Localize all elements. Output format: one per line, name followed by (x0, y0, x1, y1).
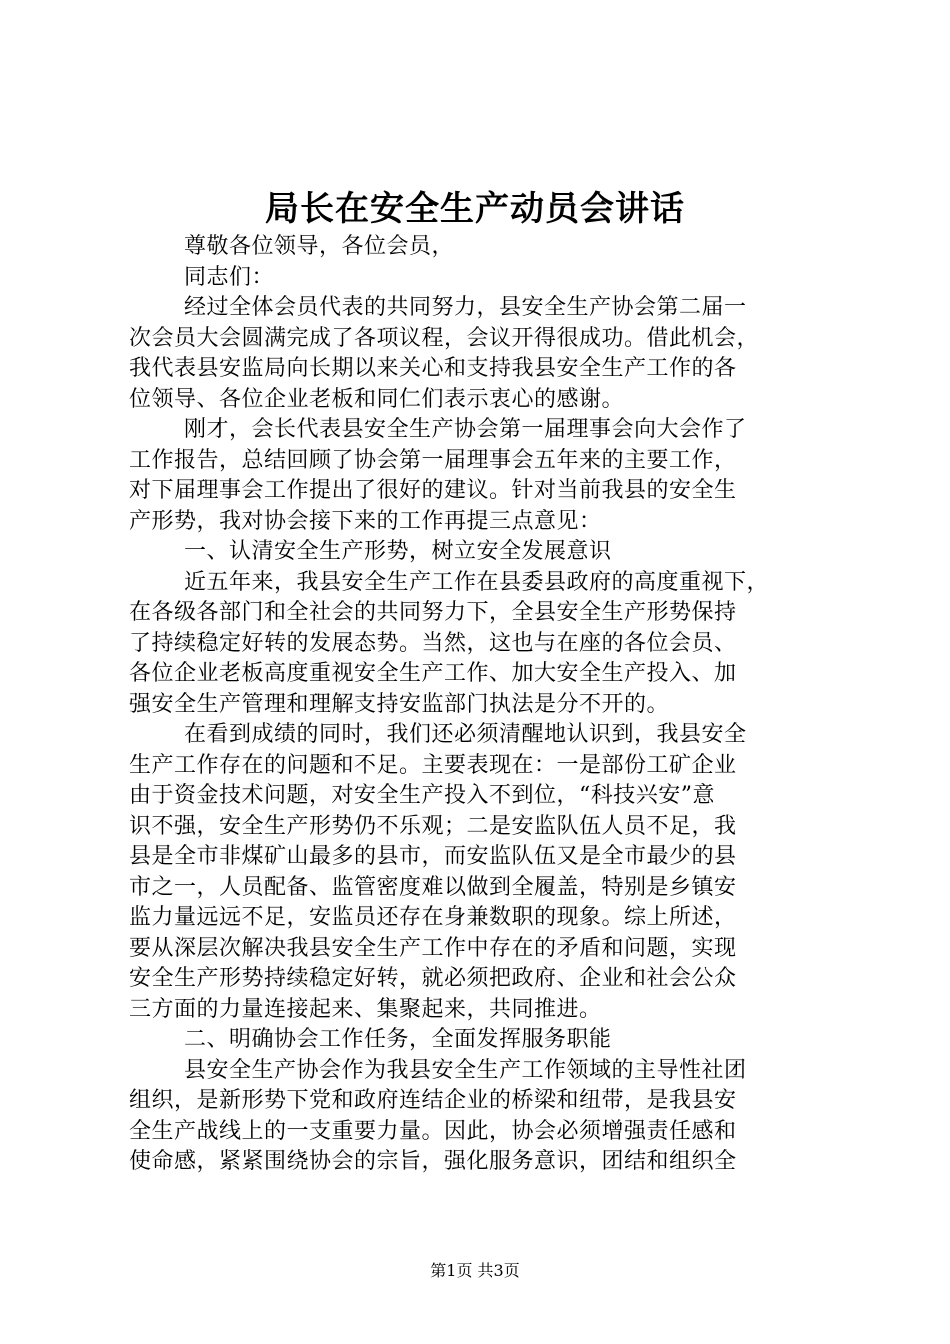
document-title: 局长在安全生产动员会讲话 (265, 189, 685, 229)
body-line: 刚才，会长代表县安全生产协会第一届理事会向大会作了 (184, 417, 747, 442)
body-line: 由于资金技术问题，对安全生产投入不到位，“科技兴安”意 (129, 783, 715, 808)
body-line: 二、明确协会工作任务，全面发挥服务职能 (184, 1027, 612, 1052)
body-line: 组织，是新形势下党和政府连结企业的桥梁和纽带，是我县安 (129, 1088, 737, 1113)
body-line: 对下届理事会工作提出了很好的建议。针对当前我县的安全生 (129, 478, 737, 503)
body-line: 强安全生产管理和理解支持安监部门执法是分不开的。 (129, 691, 670, 717)
body-line: 同志们： (184, 264, 275, 290)
body-line: 县安全生产协会作为我县安全生产工作领域的主导性社团 (184, 1057, 747, 1083)
body-line: 产形势，我对协会接下来的工作再提三点意见： (129, 508, 602, 534)
document-body (129, 232, 829, 1178)
page-footer: 第1页 共3页 (430, 1261, 520, 1280)
body-line: 识不强，安全生产形势仍不乐观；二是安监队伍人员不足，我 (129, 813, 737, 839)
body-line: 在各级各部门和全社会的共同努力下，全县安全生产形势保持 (129, 600, 737, 625)
body-line: 全生产战线上的一支重要力量。因此，协会必须增强责任感和 (129, 1118, 737, 1144)
body-line: 市之一，人员配备、监管密度难以做到全履盖，特别是乡镇安 (129, 874, 737, 900)
body-line: 要从深层次解决我县安全生产工作中存在的矛盾和问题，实现 (129, 935, 737, 961)
body-line: 三方面的力量连接起来、集聚起来，共同推进。 (129, 996, 602, 1022)
body-line: 使命感，紧紧围绕协会的宗旨，强化服务意识，团结和组织全 (129, 1149, 737, 1174)
body-line: 近五年来，我县安全生产工作在县委县政府的高度重视下， (184, 569, 770, 595)
body-line: 各位企业老板高度重视安全生产工作、加大安全生产投入、加 (129, 661, 737, 686)
body-line: 在看到成绩的同时，我们还必须清醒地认识到，我县安全 (184, 722, 747, 747)
body-line: 工作报告，总结回顾了协会第一届理事会五年来的主要工作， (129, 447, 737, 473)
body-line: 监力量远远不足，安监员还存在身兼数职的现象。综上所述， (129, 905, 737, 930)
body-line: 经过全体会员代表的共同努力，县安全生产协会第二届一 (184, 295, 747, 320)
body-line: 尊敬各位领导，各位会员， (184, 234, 455, 259)
body-line: 安全生产形势持续稳定好转，就必须把政府、企业和社会公众 (129, 966, 737, 991)
body-line: 县是全市非煤矿山最多的县市，而安监队伍又是全市最少的县 (129, 844, 737, 869)
body-line: 一、认清安全生产形势，树立安全发展意识 (184, 539, 612, 564)
body-line: 我代表县安监局向长期以来关心和支持我县安全生产工作的各 (129, 356, 737, 381)
body-line: 次会员大会圆满完成了各项议程，会议开得很成功。借此机会， (129, 325, 760, 351)
body-line: 了持续稳定好转的发展态势。当然，这也与在座的各位会员、 (129, 630, 737, 656)
body-line: 位领导、各位企业老板和同仁们表示衷心的感谢。 (129, 386, 625, 412)
body-line: 生产工作存在的问题和不足。主要表现在：一是部份工矿企业 (129, 752, 737, 778)
